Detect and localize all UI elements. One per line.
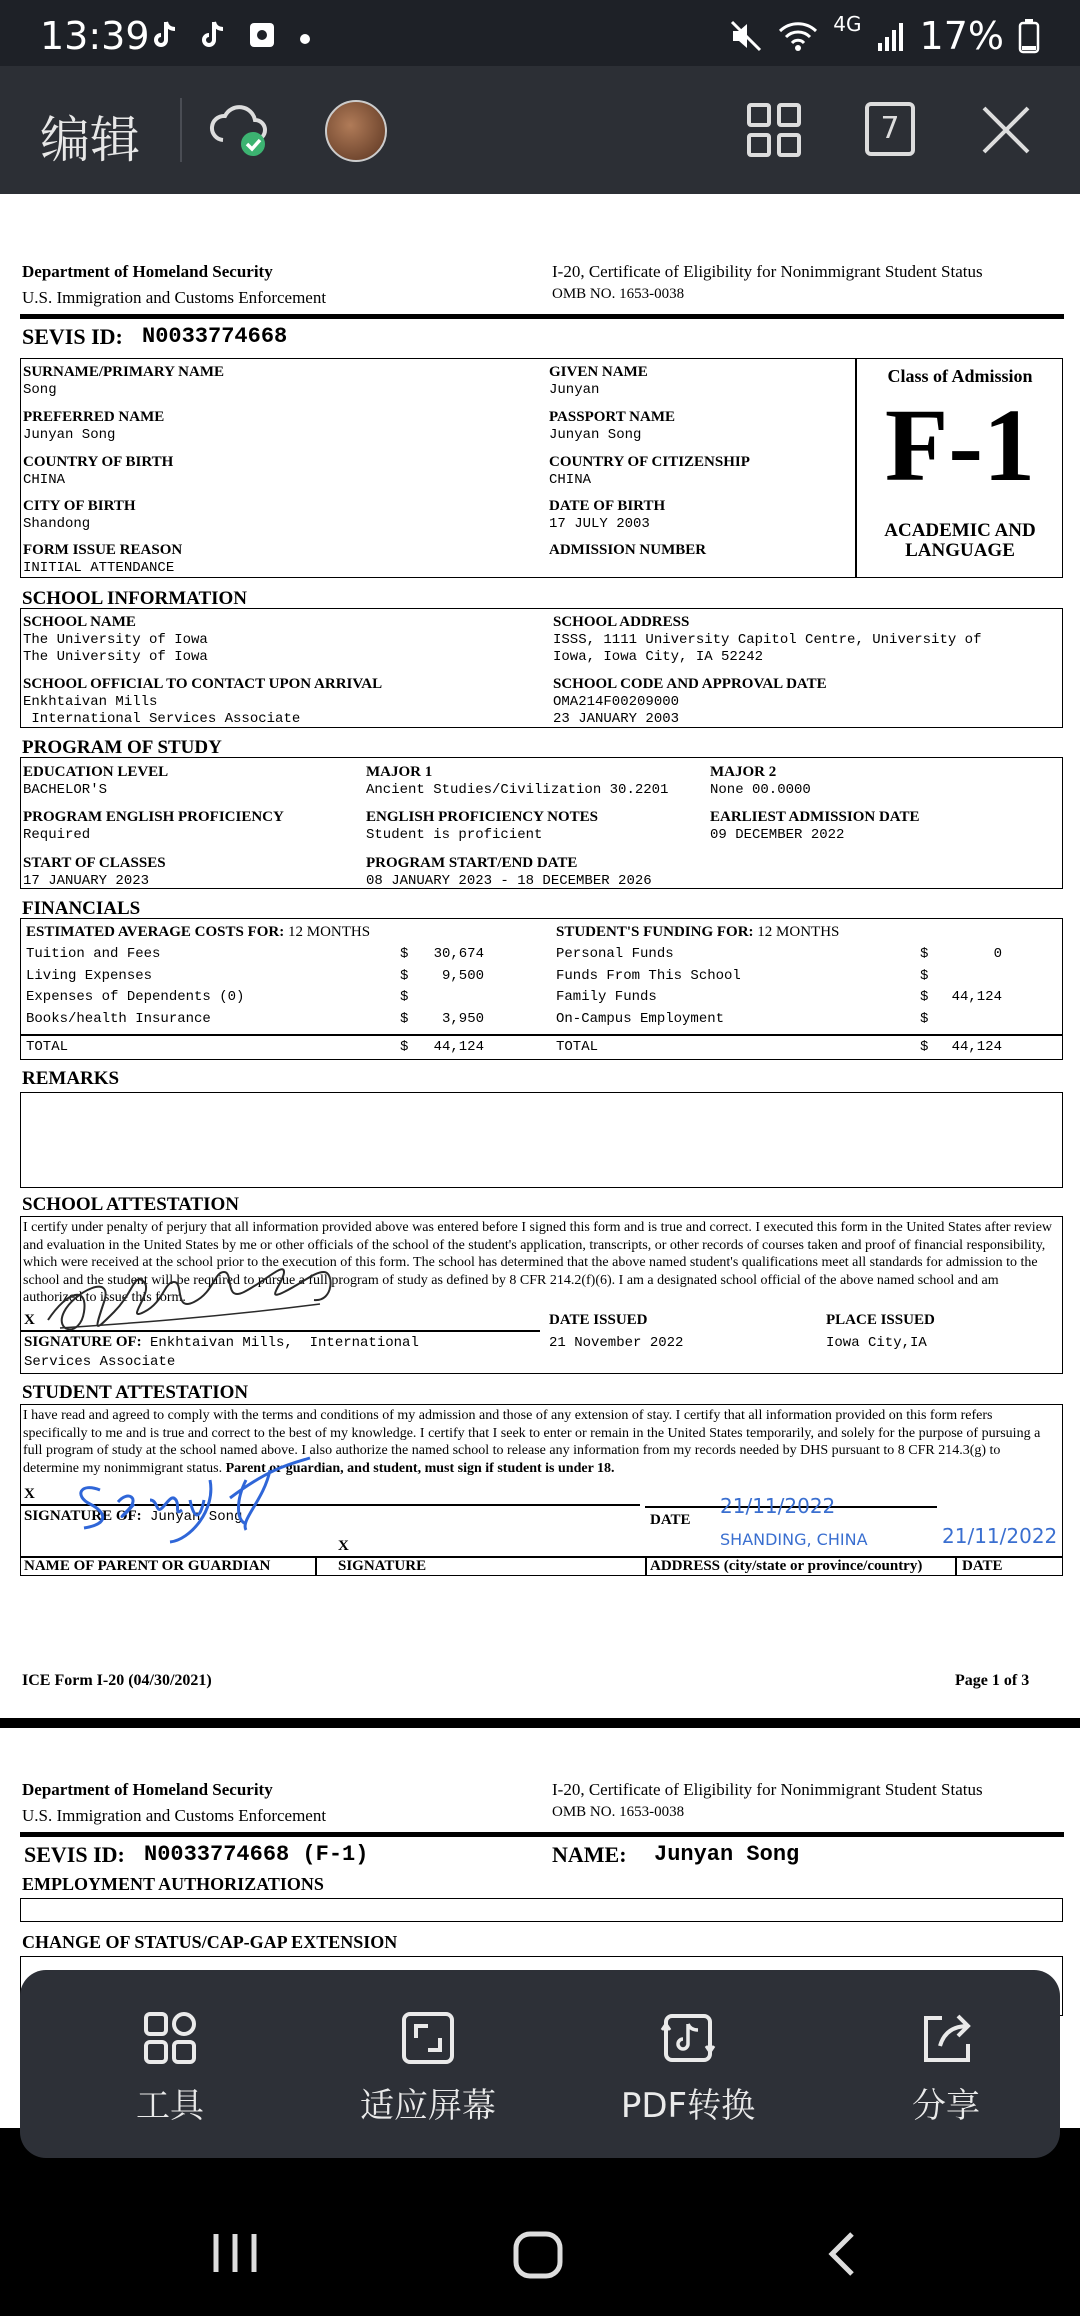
student-attestation-body: I have read and agreed to comply with the terms and conditions of my admission and those of any extension of stay. I certify that all information provided on this form refers specifically to me and is true and correct to the best of my knowledge. I certify that I seek to enter or remain in the United States temporarily, and solely for the purpose of pursuing a full program of study at the school named above. I also authorize the named school to release any information from my records needed by DHS pursuant to 8 CFR 214.3(g) to determine my nonimmigrant status. <box>23 1408 1041 1476</box>
funding-total-label: TOTAL <box>556 1039 599 1055</box>
country-of-birth-value: CHINA <box>23 472 66 488</box>
tiktok-icon <box>150 20 178 50</box>
page-grid-icon[interactable] <box>746 102 802 158</box>
fit-screen-icon <box>398 2008 458 2068</box>
name-value-p2: Junyan Song <box>654 1842 800 1867</box>
school-official-line2: International Services Associate <box>23 711 301 727</box>
battery-icon <box>1018 18 1040 54</box>
funding-period: 12 MONTHS <box>757 924 840 940</box>
school-address-line2: Iowa, Iowa City, IA 52242 <box>553 649 764 665</box>
preferred-name-value: Junyan Song <box>23 427 116 443</box>
sevis-id: N0033774668 <box>142 324 288 349</box>
funding-currency: $ <box>920 946 929 962</box>
class-code: F-1 <box>884 388 1036 503</box>
earliest-admission-value: 09 DECEMBER 2022 <box>710 827 845 843</box>
cost-currency: $ <box>400 989 409 1005</box>
status-icons <box>729 14 1040 58</box>
funding-label <box>556 924 839 941</box>
school-name-line1: The University of Iowa <box>23 632 208 648</box>
costs-total-value: 44,124 <box>433 1039 484 1055</box>
agency-name: Department of Homeland Security <box>22 262 273 281</box>
major2-label: MAJOR 2 <box>710 764 777 780</box>
school-sig-x: X <box>24 1312 35 1328</box>
costs-period: 12 MONTHS <box>288 924 371 940</box>
school-info-box <box>20 608 1063 728</box>
page-footer: Page 1 of 3 <box>955 1672 1030 1689</box>
funding-total-value: 44,124 <box>951 1039 1002 1055</box>
signal-icon <box>876 19 906 53</box>
program-dates-value: 08 JANUARY 2023 - 18 DECEMBER 2026 <box>366 873 652 889</box>
funding-name: Personal Funds <box>556 946 674 962</box>
school-official-label: SCHOOL OFFICIAL TO CONTACT UPON ARRIVAL <box>23 676 383 692</box>
pdf-viewer[interactable] <box>0 194 1080 1952</box>
approval-date-value: 23 JANUARY 2003 <box>553 711 680 727</box>
place-issued-value: Iowa City,IA <box>826 1335 927 1351</box>
class-desc-line2: LANGUAGE <box>905 540 1015 561</box>
given-name-value: Junyan <box>549 382 600 398</box>
close-icon[interactable] <box>980 104 1032 156</box>
city-of-birth-value: Shandong <box>23 516 91 532</box>
parent-name-label: NAME OF PARENT OR GUARDIAN <box>24 1558 271 1574</box>
surname-label: SURNAME/PRIMARY NAME <box>23 364 224 380</box>
school-sig-name-line1: Enkhtaivan Mills, International <box>150 1335 419 1351</box>
costs-label <box>26 924 370 941</box>
sevis-label: SEVIS ID: <box>22 324 123 349</box>
parent-date-label: DATE <box>962 1558 1003 1574</box>
employment-box <box>20 1898 1063 1922</box>
student-date-label: DATE <box>650 1512 691 1528</box>
fit-screen-button[interactable] <box>328 2008 528 2127</box>
handwritten-address: SHANDING, CHINA <box>720 1530 868 1549</box>
funding-amount: 44,124 <box>951 989 1002 1005</box>
handwritten-date: 21/11/2022 <box>720 1494 836 1518</box>
english-notes-value: Student is proficient <box>366 827 543 843</box>
cost-currency: $ <box>400 946 409 962</box>
school-sig-label: SIGNATURE OF: <box>24 1334 142 1350</box>
remarks-box <box>20 1092 1063 1188</box>
change-status-heading: CHANGE OF STATUS/CAP-GAP EXTENSION <box>22 1932 398 1952</box>
network-type: 4G <box>833 12 862 36</box>
header-rule <box>20 314 1064 319</box>
major1-label: MAJOR 1 <box>366 764 433 780</box>
costs-total-currency: $ <box>400 1039 409 1055</box>
school-sig-name-line2: Services Associate <box>24 1354 176 1370</box>
school-name-label: SCHOOL NAME <box>23 614 136 630</box>
app-notification-icon <box>248 20 276 50</box>
form-title: I-20, Certificate of Eligibility for Nonimmigrant Student Status <box>552 262 983 281</box>
funding-name: Family Funds <box>556 989 657 1005</box>
handwritten-date-2: 21/11/2022 <box>942 1524 1058 1548</box>
class-divider <box>855 358 857 578</box>
bottom-action-sheet <box>20 1970 1060 2158</box>
omb-number-p2: OMB NO. 1653-0038 <box>552 1804 685 1820</box>
start-of-classes-label: START OF CLASSES <box>23 855 166 871</box>
mute-icon <box>729 19 763 53</box>
country-of-birth-label: COUNTRY OF BIRTH <box>23 454 174 470</box>
clock: 13:39 <box>40 14 150 58</box>
share-icon <box>916 2008 976 2068</box>
parent-col-divider-2 <box>645 1556 647 1576</box>
earliest-admission-label: EARLIEST ADMISSION DATE <box>710 809 920 825</box>
school-address-label: SCHOOL ADDRESS <box>553 614 690 630</box>
funding-label-text: STUDENT'S FUNDING FOR: <box>556 924 754 940</box>
issue-reason-value: INITIAL ATTENDANCE <box>23 560 175 576</box>
system-nav-bar <box>0 2190 1080 2316</box>
school-address-line1: ISSS, 1111 University Capitol Centre, University of <box>553 632 982 648</box>
header-rule-p2 <box>20 1832 1064 1837</box>
school-info-heading: SCHOOL INFORMATION <box>22 588 248 609</box>
cost-currency: $ <box>400 1010 409 1027</box>
form-footer: ICE Form I-20 (04/30/2021) <box>22 1672 212 1689</box>
student-sig-x: X <box>24 1486 35 1502</box>
edit-button[interactable]: 编辑 <box>40 111 140 169</box>
sevis-id-p2: N0033774668 (F-1) <box>144 1842 369 1867</box>
back-icon[interactable] <box>824 2230 860 2278</box>
given-name-label: GIVEN NAME <box>549 364 648 380</box>
app-toolbar <box>0 66 1080 194</box>
notification-dot <box>300 34 310 44</box>
cost-amount: 9,500 <box>441 967 484 984</box>
funding-currency: $ <box>920 1010 929 1027</box>
city-of-birth-label: CITY OF BIRTH <box>23 498 136 514</box>
place-issued-label: PLACE ISSUED <box>826 1312 935 1328</box>
school-code-label: SCHOOL CODE AND APPROVAL DATE <box>553 676 827 692</box>
status-bar <box>0 0 1080 66</box>
parent-col-divider-1 <box>315 1556 317 1576</box>
passport-name-value: Junyan Song <box>549 427 642 443</box>
recent-apps-icon[interactable] <box>210 2230 260 2276</box>
english-proficiency-label: PROGRAM ENGLISH PROFICIENCY <box>23 809 284 825</box>
dob-label: DATE OF BIRTH <box>549 498 666 514</box>
home-icon[interactable] <box>512 2230 564 2280</box>
sub-agency-name-p2: U.S. Immigration and Customs Enforcement <box>22 1806 327 1825</box>
passport-name-label: PASSPORT NAME <box>549 409 676 425</box>
student-sig-name: Junyan Song <box>150 1509 243 1525</box>
tools-label: 工具 <box>136 2086 204 2126</box>
tiktok-icon <box>198 20 226 50</box>
class-desc-line1: ACADEMIC AND <box>884 520 1036 541</box>
preferred-name-label: PREFERRED NAME <box>23 409 165 425</box>
apps-grid-icon <box>140 2008 200 2068</box>
dob-value: 17 JULY 2003 <box>549 516 650 532</box>
major2-value: None 00.0000 <box>710 782 811 798</box>
cost-name: Books/health Insurance <box>26 1010 211 1027</box>
sevis-label-p2: SEVIS ID: <box>24 1842 125 1867</box>
parent-address-label: ADDRESS (city/state or province/country) <box>650 1558 923 1574</box>
student-sig-label: SIGNATURE OF: <box>24 1508 142 1524</box>
pdf-page-1 <box>0 194 1080 1718</box>
tools-button[interactable] <box>70 2008 270 2127</box>
cost-amount: 3,950 <box>441 1010 484 1027</box>
school-name-line2: The University of Iowa <box>23 649 208 665</box>
funding-name: Funds From This School <box>556 967 741 984</box>
english-notes-label: ENGLISH PROFICIENCY NOTES <box>366 809 598 825</box>
remarks-heading: REMARKS <box>22 1068 120 1089</box>
funding-total-currency: $ <box>920 1039 929 1055</box>
citizenship-value: CHINA <box>549 472 592 488</box>
employment-heading: EMPLOYMENT AUTHORIZATIONS <box>22 1874 324 1894</box>
funding-amount: 0 <box>993 946 1002 962</box>
costs-total-label: TOTAL <box>26 1039 69 1055</box>
english-proficiency-value: Required <box>23 827 91 843</box>
battery-percent: 17% <box>919 14 1004 58</box>
school-attestation-heading: SCHOOL ATTESTATION <box>22 1194 239 1215</box>
student-attestation-heading: STUDENT ATTESTATION <box>22 1382 249 1403</box>
school-code-value: OMA214F00209000 <box>553 694 680 710</box>
student-attestation-bold: Parent or guardian, and student, must sign if student is under 18. <box>225 1460 615 1476</box>
funding-name: On-Campus Employment <box>556 1010 725 1027</box>
cost-name: Tuition and Fees <box>26 946 161 962</box>
cloud-sync-icon[interactable] <box>205 100 271 160</box>
school-attestation-text: I certify under penalty of perjury that all information provided above was entered before I signed this form and is true and correct. I executed this form in the United States after review and evaluation in the United States by me or other officials of the school of the student's application, transcripts, or other records of courses taken and proof of financial responsibility, which were received at the school prior to the execution of this form. The school has determined that the above named student's qualifications meet all standards for admission to the school and the student will be required to pursue a full program of study as defined by 8 CFR 214.2(f)(6). I am a designated school official of the above named school and am authorized to issue this form. <box>23 1220 1053 1306</box>
omb-number: OMB NO. 1653-0038 <box>552 286 685 302</box>
funding-currency: $ <box>920 989 929 1005</box>
date-issued-value: 21 November 2022 <box>549 1335 684 1351</box>
pdf-convert-label: PDF转换 <box>620 2086 756 2126</box>
pdf-convert-icon <box>658 2008 718 2068</box>
name-label-p2: NAME: <box>552 1842 627 1867</box>
school-official-line1: Enkhtaivan Mills <box>23 694 158 710</box>
parent-sig-x: X <box>338 1538 349 1554</box>
cost-currency: $ <box>400 967 409 984</box>
education-level-value: BACHELOR'S <box>23 782 108 798</box>
financials-heading: FINANCIALS <box>22 898 141 919</box>
class-of-admission-label: Class of Admission <box>887 366 1033 386</box>
financials-total-rule <box>20 1034 1063 1036</box>
parent-signature-label: SIGNATURE <box>338 1558 427 1574</box>
cost-amount: 30,674 <box>433 946 484 962</box>
major1-value: Ancient Studies/Civilization 30.2201 <box>366 782 669 798</box>
fit-screen-label: 适应屏幕 <box>360 2086 496 2126</box>
surname-value: Song <box>23 382 57 398</box>
student-signature-image <box>70 1450 340 1546</box>
citizenship-label: COUNTRY OF CITIZENSHIP <box>549 454 750 470</box>
date-issued-label: DATE ISSUED <box>549 1312 648 1328</box>
cost-name: Expenses of Dependents (0) <box>26 989 245 1005</box>
program-dates-label: PROGRAM START/END DATE <box>366 855 578 871</box>
education-level-label: EDUCATION LEVEL <box>23 764 169 780</box>
parent-col-divider-3 <box>955 1556 957 1576</box>
issue-reason-label: FORM ISSUE REASON <box>23 542 183 558</box>
share-button[interactable] <box>846 2008 1046 2127</box>
start-of-classes-value: 17 JANUARY 2023 <box>23 873 150 889</box>
agency-name-p2: Department of Homeland Security <box>22 1780 273 1799</box>
cost-name: Living Expenses <box>26 967 153 984</box>
tab-count-button[interactable]: 7 <box>865 102 915 156</box>
pdf-convert-button[interactable] <box>588 2008 788 2127</box>
toolbar-divider <box>180 98 182 162</box>
share-label: 分享 <box>912 2086 980 2126</box>
sub-agency-name: U.S. Immigration and Customs Enforcement <box>22 288 327 307</box>
official-signature-image <box>40 1270 360 1338</box>
admission-number-label: ADMISSION NUMBER <box>549 542 707 558</box>
form-title-p2: I-20, Certificate of Eligibility for Nonimmigrant Student Status <box>552 1780 983 1799</box>
program-heading: PROGRAM OF STUDY <box>22 737 222 758</box>
costs-label-text: ESTIMATED AVERAGE COSTS FOR: <box>26 924 285 940</box>
page-separator <box>0 1718 1080 1728</box>
avatar[interactable] <box>325 100 387 162</box>
funding-currency: $ <box>920 967 929 984</box>
wifi-icon <box>777 19 819 53</box>
